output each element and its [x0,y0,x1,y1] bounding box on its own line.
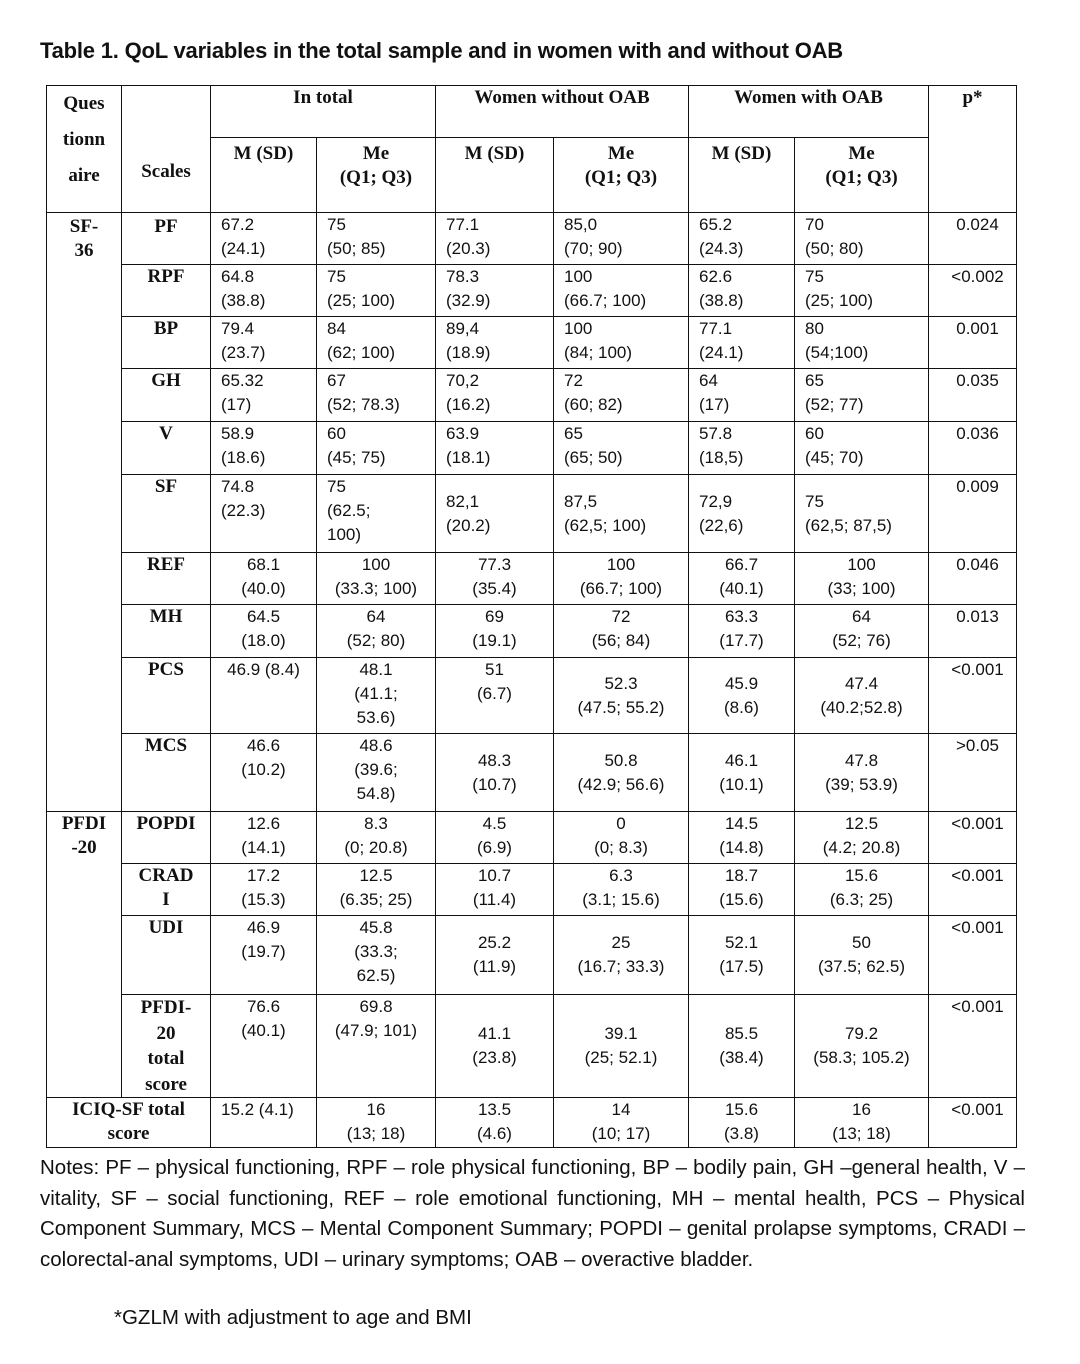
without-median: 39.1 (25; 52.1) [554,995,689,1098]
table-row [47,605,1017,658]
scale-label: PFDI- 20 total score [122,995,211,1098]
without-median: 72 (60; 82) [554,369,689,422]
total-median: 75 (25; 100) [317,265,436,317]
without-median: 0 (0; 8.3) [554,812,689,864]
without-mean: 70,2 (16.2) [436,369,554,422]
total-mean: 64.5 (18.0) [211,605,317,658]
table-footnote: *GZLM with adjustment to age and BMI [114,1306,472,1329]
with-median: 75 (62,5; 87,5) [795,475,929,553]
table-notes: Notes: PF – physical functioning, RPF – role physical functioning, BP – bodily pain, GH –general health, V – vitality, SF – social functioning, REF – role emotional functioning, MH – mental health, PCS – Physical Component Summary, MCS – Mental Component Summary; POPDI – genital prolapse symptoms, CRADI – colorectal-anal symptoms, UDI – urinary symptoms; OAB – overactive bladder. [40,1156,1025,1271]
header-women-with-oab: Women with OAB [689,86,929,138]
p-value: <0.001 [929,812,1017,864]
header-women-without-oab: Women without OAB [436,86,689,138]
with-median: 64 (52; 76) [795,605,929,658]
header-me: Me (Q1; Q3) [795,138,929,213]
table-row [47,995,1017,1098]
p-value: <0.001 [929,864,1017,916]
total-mean: 68.1 (40.0) [211,553,317,605]
p-value: 0.009 [929,475,1017,553]
header-questionnaire: Ques tionn aire [47,86,122,213]
scale-label: V [122,422,211,475]
total-mean: 76.6 (40.1) [211,995,317,1098]
with-mean: 64 (17) [689,369,795,422]
with-median: 75 (25; 100) [795,265,929,317]
with-mean: 62.6 (38.8) [689,265,795,317]
with-mean: 15.6 (3.8) [689,1098,795,1148]
without-median: 72 (56; 84) [554,605,689,658]
with-median: 79.2 (58.3; 105.2) [795,995,929,1098]
scale-label: POPDI [122,812,211,864]
header-msd: M (SD) [689,138,795,213]
header-in-total: In total [211,86,436,138]
total-mean: 12.6 (14.1) [211,812,317,864]
total-mean: 15.2 (4.1) [211,1098,317,1148]
with-mean: 46.1 (10.1) [689,734,795,812]
without-mean: 51 (6.7) [436,658,554,734]
header-p: p* [929,86,1017,213]
p-value: 0.024 [929,213,1017,265]
without-mean: 48.3 (10.7) [436,734,554,812]
without-mean: 89,4 (18.9) [436,317,554,369]
header-msd: M (SD) [436,138,554,213]
p-value: 0.001 [929,317,1017,369]
total-median: 12.5 (6.35; 25) [317,864,436,916]
with-median: 15.6 (6.3; 25) [795,864,929,916]
questionnaire-sf36: SF- 36 [47,213,122,265]
without-mean: 69 (19.1) [436,605,554,658]
total-median: 69.8 (47.9; 101) [317,995,436,1098]
table-row [47,213,1017,265]
total-mean: 46.9 (8.4) [211,658,317,734]
total-median: 45.8 (33.3; 62.5) [317,916,436,995]
with-mean: 45.9 (8.6) [689,658,795,734]
p-value: <0.002 [929,265,1017,317]
p-value: 0.013 [929,605,1017,658]
table-row [47,553,1017,605]
without-mean: 4.5 (6.9) [436,812,554,864]
with-mean: 57.8 (18,5) [689,422,795,475]
total-median: 100 (33.3; 100) [317,553,436,605]
table-row [47,475,1017,553]
with-mean: 63.3 (17.7) [689,605,795,658]
total-median: 75 (50; 85) [317,213,436,265]
with-median: 80 (54;100) [795,317,929,369]
with-mean: 14.5 (14.8) [689,812,795,864]
without-mean: 41.1 (23.8) [436,995,554,1098]
scale-label: CRAD I [122,864,211,916]
without-median: 100 (84; 100) [554,317,689,369]
scale-label: MCS [122,734,211,812]
p-value: <0.001 [929,1098,1017,1148]
header-me: Me (Q1; Q3) [554,138,689,213]
with-median: 70 (50; 80) [795,213,929,265]
without-mean: 78.3 (32.9) [436,265,554,317]
table-row [47,864,1017,916]
header-scales: Scales [122,86,211,213]
without-mean: 63.9 (18.1) [436,422,554,475]
with-median: 12.5 (4.2; 20.8) [795,812,929,864]
header-msd: M (SD) [211,138,317,213]
table-row [47,812,1017,864]
with-median: 47.4 (40.2;52.8) [795,658,929,734]
without-median: 6.3 (3.1; 15.6) [554,864,689,916]
total-median: 16 (13; 18) [317,1098,436,1148]
total-median: 8.3 (0; 20.8) [317,812,436,864]
total-median: 84 (62; 100) [317,317,436,369]
with-median: 100 (33; 100) [795,553,929,605]
scale-label: REF [122,553,211,605]
without-mean: 10.7 (11.4) [436,864,554,916]
total-mean: 67.2 (24.1) [211,213,317,265]
total-mean: 58.9 (18.6) [211,422,317,475]
without-median: 100 (66.7; 100) [554,553,689,605]
without-median: 14 (10; 17) [554,1098,689,1148]
without-median: 85,0 (70; 90) [554,213,689,265]
scale-label: GH [122,369,211,422]
total-mean: 74.8 (22.3) [211,475,317,553]
with-mean: 18.7 (15.6) [689,864,795,916]
with-mean: 72,9 (22,6) [689,475,795,553]
without-mean: 25.2 (11.9) [436,916,554,995]
total-mean: 64.8 (38.8) [211,265,317,317]
with-mean: 77.1 (24.1) [689,317,795,369]
without-median: 65 (65; 50) [554,422,689,475]
scale-label: BP [122,317,211,369]
table-row [47,916,1017,995]
without-mean: 82,1 (20.2) [436,475,554,553]
with-mean: 52.1 (17.5) [689,916,795,995]
without-median: 87,5 (62,5; 100) [554,475,689,553]
with-median: 65 (52; 77) [795,369,929,422]
scale-label: UDI [122,916,211,995]
total-mean: 46.9 (19.7) [211,916,317,995]
table-row [47,658,1017,734]
scale-label: PCS [122,658,211,734]
total-mean: 79.4 (23.7) [211,317,317,369]
questionnaire-iciq-sf: ICIQ-SF total score [47,1098,211,1148]
total-median: 60 (45; 75) [317,422,436,475]
without-median: 52.3 (47.5; 55.2) [554,658,689,734]
table-row [47,265,1017,317]
p-value: <0.001 [929,916,1017,995]
with-median: 50 (37.5; 62.5) [795,916,929,995]
table-row [47,734,1017,812]
total-median: 48.1 (41.1; 53.6) [317,658,436,734]
with-median: 16 (13; 18) [795,1098,929,1148]
scale-label: RPF [122,265,211,317]
p-value: <0.001 [929,658,1017,734]
table-row [47,317,1017,369]
p-value: 0.046 [929,553,1017,605]
total-median: 64 (52; 80) [317,605,436,658]
with-mean: 85.5 (38.4) [689,995,795,1098]
total-mean: 17.2 (15.3) [211,864,317,916]
scale-label: SF [122,475,211,553]
p-value: 0.035 [929,369,1017,422]
without-median: 25 (16.7; 33.3) [554,916,689,995]
table-title: Table 1. QoL variables in the total sample and in women with and without OAB [40,38,843,63]
with-median: 60 (45; 70) [795,422,929,475]
with-mean: 66.7 (40.1) [689,553,795,605]
without-median: 100 (66.7; 100) [554,265,689,317]
p-value: <0.001 [929,995,1017,1098]
without-median: 50.8 (42.9; 56.6) [554,734,689,812]
scale-label: MH [122,605,211,658]
header-me: Me (Q1; Q3) [317,138,436,213]
without-mean: 13.5 (4.6) [436,1098,554,1148]
qol-table [46,85,1017,1148]
total-median: 75 (62.5; 100) [317,475,436,553]
scale-label: PF [122,213,211,265]
without-mean: 77.3 (35.4) [436,553,554,605]
table-row [47,369,1017,422]
with-mean: 65.2 (24.3) [689,213,795,265]
with-median: 47.8 (39; 53.9) [795,734,929,812]
total-mean: 65.32 (17) [211,369,317,422]
without-mean: 77.1 (20.3) [436,213,554,265]
p-value: 0.036 [929,422,1017,475]
questionnaire-pfdi20: PFDI -20 [47,812,122,864]
total-median: 48.6 (39.6; 54.8) [317,734,436,812]
total-median: 67 (52; 78.3) [317,369,436,422]
table-row [47,1098,1017,1148]
total-mean: 46.6 (10.2) [211,734,317,812]
p-value: >0.05 [929,734,1017,812]
table-row [47,422,1017,475]
